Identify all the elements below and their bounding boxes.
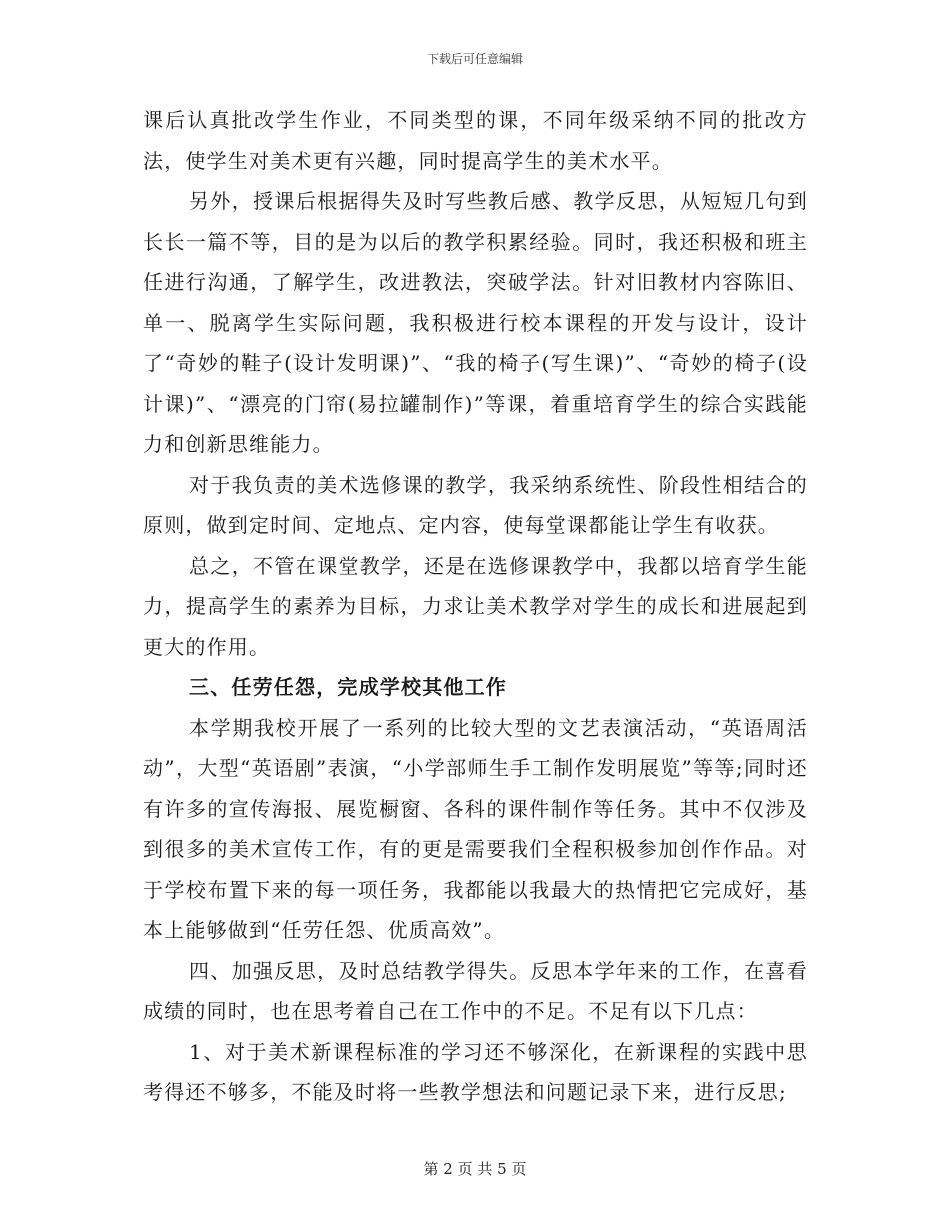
paragraph-reflection: 另外，授课后根据得失及时写些教后感、教学反思，从短短几句到长长一篇不等，目的是为以后的教学积累经验。同时，我还积极和班主任进行沟通，了解学生，改进教法，突破学法。针对旧教材内容陈旧、单一、脱离学生实际问题，我积极进行校本课程的开发与设计，设计了“奇妙的鞋子(设计发明课)”、“我的椅子(写生课)”、“奇妙的椅子(设计课)”、“漂亮的门帘(易拉罐制作)”等课，着重培育学生的综合实践能力和创新思维能力。	[143, 189, 808, 456]
paragraph-summary: 总之，不管在课堂教学，还是在选修课教学中，我都以培育学生能力，提高学生的素养为目标，力求让美术教学对学生的成长和进展起到更大的作用。	[143, 553, 808, 659]
page-header: 下载后可任意编辑	[426, 52, 523, 66]
paragraph-continuation: 课后认真批改学生作业，不同类型的课，不同年级采纳不同的批改方法，使学生对美术更有兴趣，同时提高学生的美术水平。	[143, 108, 808, 173]
paragraph-activities: 本学期我校开展了一系列的比较大型的文艺表演活动，“英语周活动”，大型“英语剧”表演，“小学部师生手工制作发明展览”等等;同时还有许多的宣传海报、展览橱窗、各科的课件制作等任务。其中不仅涉及到很多的美术宣传工作，有的更是需要我们全程积极参加创作作品。对于学校布置下来的每一项任务，我都能以我最大的热情把它完成好，基本上能够做到“任劳任怨、优质高效”。	[143, 715, 808, 942]
paragraph-shortcoming-1: 1、对于美术新课程标准的学习还不够深化，在新课程的实践中思考得还不够多，不能及时将一些教学想法和问题记录下来，进行反思;	[143, 1039, 808, 1104]
page-footer: 第 2 页 共 5 页	[423, 1160, 527, 1178]
document-body	[143, 100, 808, 1113]
paragraph-self-review: 四、加强反思，及时总结教学得失。反思本学年来的工作，在喜看成绩的同时，也在思考着自己在工作中的不足。不足有以下几点：	[143, 958, 808, 1023]
paragraph-elective: 对于我负责的美术选修课的教学，我采纳系统性、阶段性相结合的原则，做到定时间、定地点、定内容，使每堂课都能让学生有收获。	[143, 472, 808, 537]
section-heading: 三、任劳任怨，完成学校其他工作	[189, 675, 507, 699]
